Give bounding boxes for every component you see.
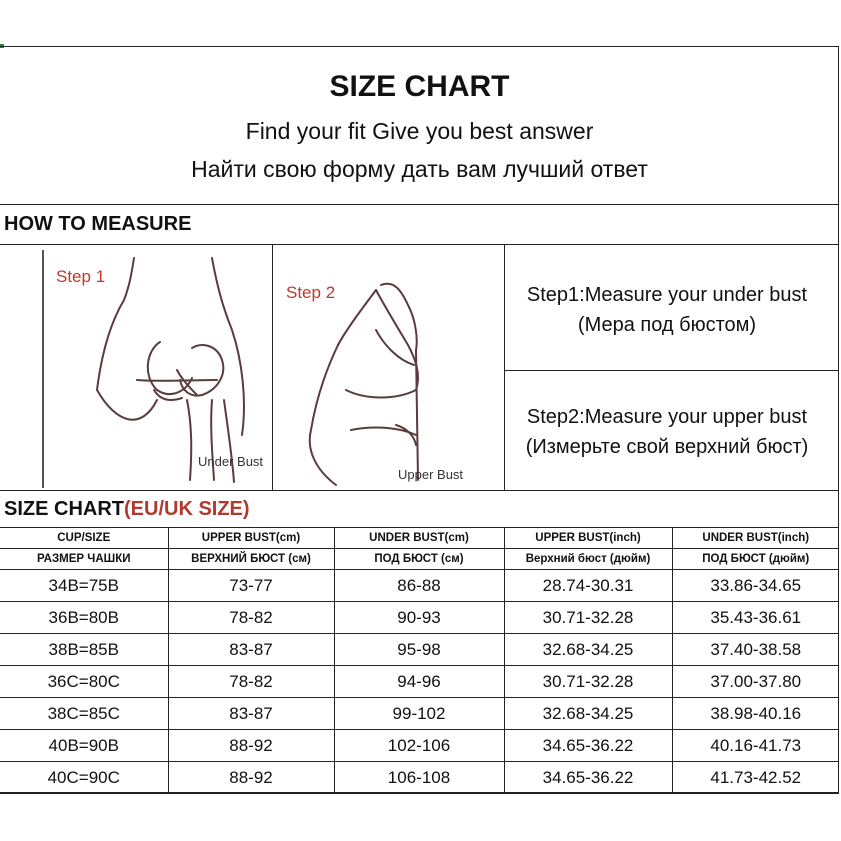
table-cell: 83-87	[168, 698, 334, 730]
divider	[504, 370, 839, 371]
table-cell: 73-77	[168, 570, 334, 602]
table-cell: 30.71-32.28	[504, 602, 672, 634]
table-cell: 32.68-34.25	[504, 698, 672, 730]
table-cell: 94-96	[334, 666, 504, 698]
table-cell: 37.00-37.80	[672, 666, 839, 698]
table-cell: 40C=90C	[0, 762, 168, 794]
table-cell: 35.43-36.61	[672, 602, 839, 634]
subtitle-russian: Найти свою форму дать вам лучший ответ	[191, 156, 648, 182]
step2-caption: Upper Bust	[398, 467, 464, 482]
step2-text-russian: (Измерьте свой верхний бюст)	[525, 436, 809, 458]
table-row	[0, 762, 839, 794]
table-cell: 28.74-30.31	[504, 570, 672, 602]
column-header-russian: РАЗМЕР ЧАШКИ	[0, 549, 168, 570]
table-cell: 78-82	[168, 666, 334, 698]
table-cell: 34B=75B	[0, 570, 168, 602]
table-cell: 88-92	[168, 730, 334, 762]
table-cell: 38C=85C	[0, 698, 168, 730]
header	[0, 46, 839, 205]
step1-text-russian: (Мера под бюстом)	[577, 314, 757, 336]
step1-caption: Under Bust	[198, 454, 264, 469]
table-cell: 99-102	[334, 698, 504, 730]
size-table	[0, 528, 839, 794]
table-cell: 36B=80B	[0, 602, 168, 634]
table-row	[0, 602, 839, 634]
table-cell: 38.98-40.16	[672, 698, 839, 730]
table-row	[0, 730, 839, 762]
step1-illustration	[42, 250, 272, 490]
step1-text: Step1:Measure your under bust	[526, 284, 808, 306]
column-header: UPPER BUST(inch)	[504, 528, 672, 549]
size-chart-heading-suffix: (EU/UK SIZE)	[124, 498, 250, 520]
table-cell: 38B=85B	[0, 634, 168, 666]
divider	[0, 244, 839, 245]
divider	[0, 490, 839, 491]
table-cell: 34.65-36.22	[504, 730, 672, 762]
column-header-russian: Верхний бюст (дюйм)	[504, 549, 672, 570]
table-cell: 40B=90B	[0, 730, 168, 762]
table-cell: 88-92	[168, 762, 334, 794]
step2-illustration	[276, 250, 502, 490]
table-row	[0, 666, 839, 698]
table-cell: 86-88	[334, 570, 504, 602]
column-header: UNDER BUST(cm)	[334, 528, 504, 549]
step1-instruction	[505, 280, 829, 340]
table-cell: 37.40-38.58	[672, 634, 839, 666]
table-cell: 41.73-42.52	[672, 762, 839, 794]
table-cell: 33.86-34.65	[672, 570, 839, 602]
subtitle-english: Find your fit Give you best answer	[245, 118, 594, 144]
table-cell: 83-87	[168, 634, 334, 666]
table-cell: 32.68-34.25	[504, 634, 672, 666]
table-cell: 90-93	[334, 602, 504, 634]
table-cell: 34.65-36.22	[504, 762, 672, 794]
how-to-measure-heading: HOW TO MEASURE	[4, 213, 192, 235]
size-chart-heading-prefix: SIZE CHART	[4, 498, 124, 520]
divider	[272, 244, 273, 490]
table-cell: 95-98	[334, 634, 504, 666]
table-cell: 106-108	[334, 762, 504, 794]
size-chart-heading	[4, 498, 250, 521]
column-header-russian: ВЕРХНИЙ БЮСТ (см)	[168, 549, 334, 570]
step2-label: Step 2	[286, 283, 336, 302]
header-row-russian	[0, 549, 839, 570]
header-row-english	[0, 528, 839, 549]
table-cell: 36C=80C	[0, 666, 168, 698]
column-header-russian: ПОД БЮСТ (дюйм)	[672, 549, 839, 570]
column-header: CUP/SIZE	[0, 528, 168, 549]
column-header-russian: ПОД БЮСТ (см)	[334, 549, 504, 570]
table-cell: 40.16-41.73	[672, 730, 839, 762]
page-title: SIZE CHART	[329, 70, 510, 103]
table-row	[0, 698, 839, 730]
table-row	[0, 570, 839, 602]
table-cell: 78-82	[168, 602, 334, 634]
step2-text: Step2:Measure your upper bust	[526, 406, 808, 428]
column-header: UNDER BUST(inch)	[672, 528, 839, 549]
step2-instruction	[505, 402, 829, 462]
step1-label: Step 1	[56, 267, 106, 286]
column-header: UPPER BUST(cm)	[168, 528, 334, 549]
table-row	[0, 634, 839, 666]
table-cell: 102-106	[334, 730, 504, 762]
table-cell: 30.71-32.28	[504, 666, 672, 698]
